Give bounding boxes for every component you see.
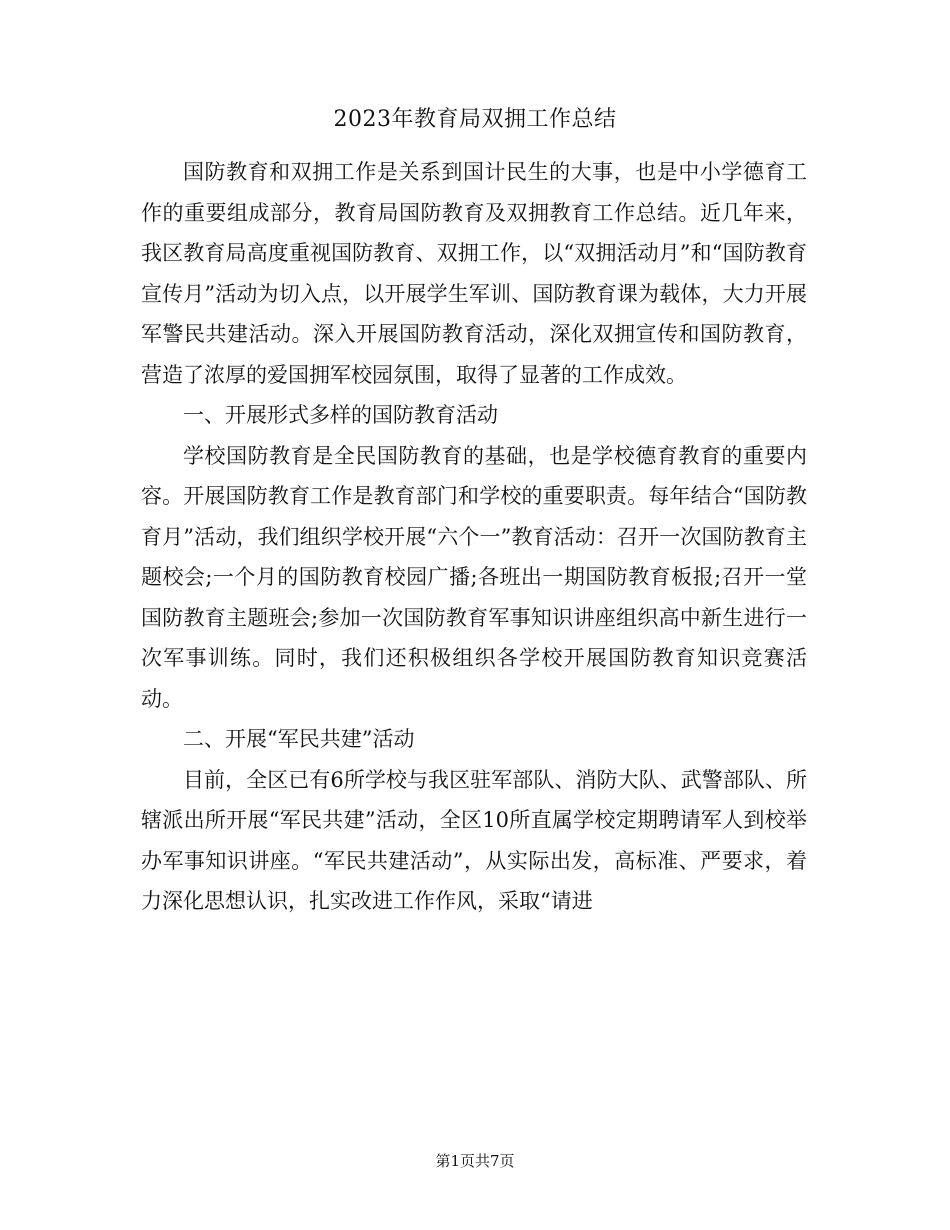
page-number: 第1页共7页: [435, 1152, 515, 1170]
section-heading-1: 一、开展形式多样的国防教育活动: [183, 403, 498, 427]
paragraph-intro: 国防教育和双拥工作是关系到国计民生的大事，也是中小学德育工作的重要组成部分，教育局国防教育及双拥教育工作总结。近几年来，我区教育局高度重视国防教育、双拥工作，以“双拥活动月”和“国防教育宣传月”活动为切入点，以开展学生军训、国防教育课为载体，大力开展军警民共建活动。深入开展国防教育活动，深化双拥宣传和国防教育，营造了浓厚的爱国拥军校园氛围，取得了显著的工作成效。: [141, 160, 807, 387]
paragraph-section-2: 目前，全区已有6所学校与我区驻军部队、消防大队、武警部队、所辖派出所开展“军民共建”活动，全区10所直属学校定期聘请军人到校举办军事知识讲座。“军民共建活动”，从实际出发，高标准、严要求，着力深化思想认识，扎实改进工作作风，采取“请进: [141, 767, 807, 913]
document-title: 2023年教育局双拥工作总结: [333, 107, 617, 132]
section-heading-2: 二、开展“军民共建”活动: [183, 727, 415, 751]
paragraph-section-1: 学校国防教育是全民国防教育的基础，也是学校德育教育的重要内容。开展国防教育工作是教育部门和学校的重要职责。每年结合“国防教育月”活动，我们组织学校开展“六个一”教育活动：召开一次国防教育主题校会;一个月的国防教育校园广播;各班出一期国防教育板报;召开一堂国防教育主题班会;参加一次国防教育军事知识讲座组织高中新生进行一次军事训练。同时，我们还积极组织各学校开展国防教育知识竞赛活动。: [141, 443, 807, 711]
document-body: [141, 152, 807, 922]
